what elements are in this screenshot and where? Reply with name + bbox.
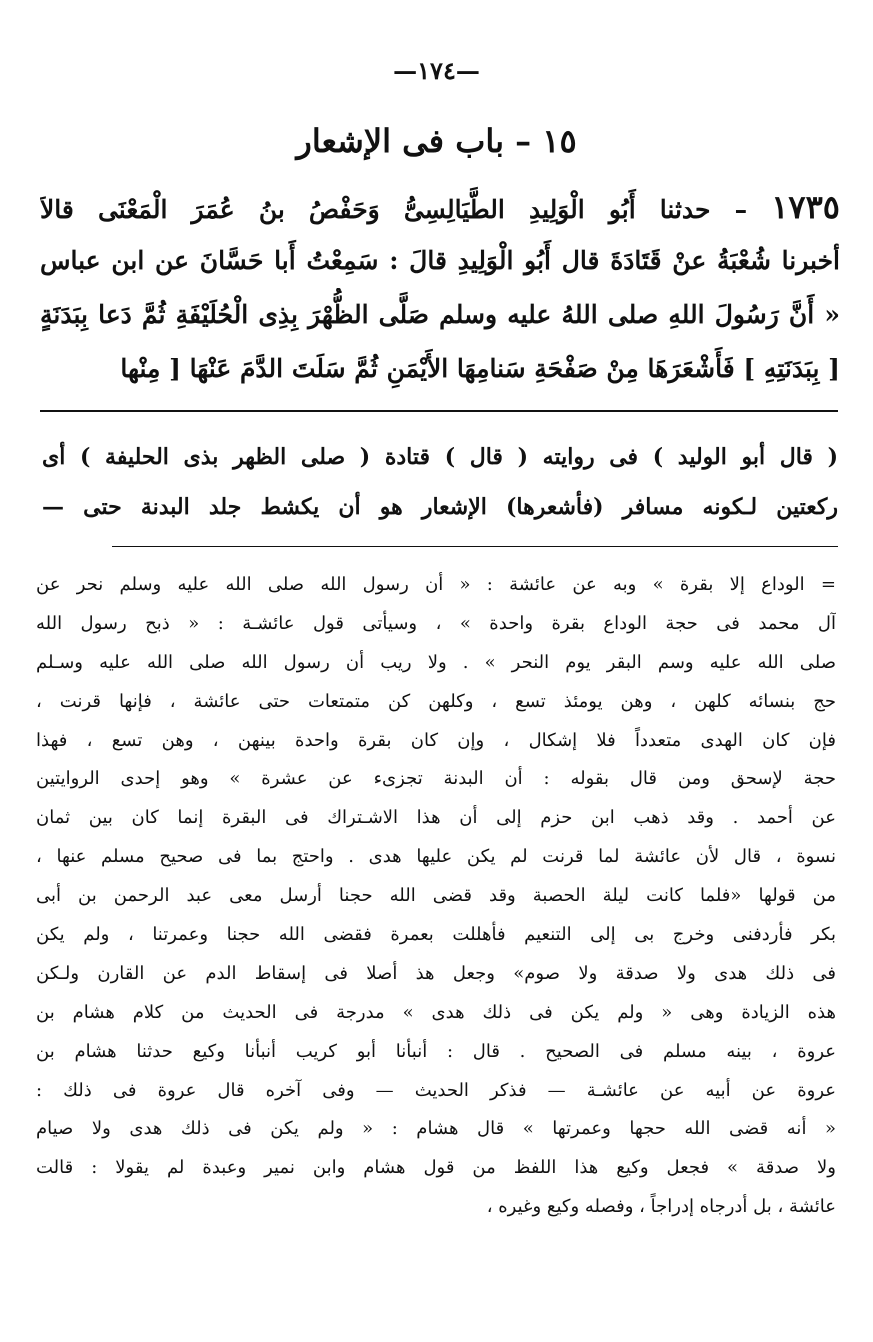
footnote-line: آل محمد فى حجة الوداع بقرة واحدة » ، وسيأتى قول عائشـة : « ذبح رسول الله [36, 612, 836, 634]
footnote-line: حج بنسائه كلهن ، وهن يومئذ تسع ، وكلهن كن متمتعات حتى عائشة ، فإنها قرنت ، [36, 690, 836, 712]
footnote-line: « أنه قضى الله حجها وعمرتها » قال هشام : « ولم يكن فى ذلك هدى ولا صيام [36, 1118, 836, 1140]
footnote [36, 566, 836, 1227]
hadith-number: ١٧٣٥ [771, 188, 840, 226]
footnote-line: عن أحمد . وقد ذهب ابن حزم إلى أن هذا الاشـتراك فى البقرة إنما كان بين ثمان [36, 807, 836, 829]
footnote-line: نسوة ، قال لأن عائشة لما قرنت لم يكن عليها هدى . واحتج بما فى صحيح مسلم عنها ، [36, 846, 836, 868]
hadith-line: [ بِبَدَنَتِهِ ] فَأَشْعَرَهَا مِنْ صَفْحَةِ سَنامِهَا الأَيْمَنِ ثُمَّ سَلَتَ الدَّمَ عَنْهَا [ مِنْها [120, 354, 840, 383]
divider [40, 410, 838, 412]
footnote-line: صلى الله عليه وسم البقر يوم النحر » . ولا ريب أن رسول الله صلى الله عليه وسـلم [36, 651, 836, 673]
footnote-line: بكر فأردفنى وخرج بى إلى التنعيم فأهللت بعمرة فقضى الله حجنا وعمرتنا ، ولم يكن [36, 924, 836, 946]
commentary-line: ركعتين لـكونه مسافر (فأشعرها) الإشعار هو أن يكشط جلد البدنة حتى — [42, 494, 838, 520]
footnote-line: عائشة ، بل أدرجاه إدراجاً ، وفصله وكيع وغيره ، [486, 1196, 836, 1218]
footnote-line: هذه الزيادة وهى « ولم يكن فى ذلك هدى » مدرجة فى الحديث من كلام هشام بن [36, 1001, 836, 1023]
footnote-line: ولا صدقة » فجعل وكيع هذا اللفظ من قول هشام وابن نمير وعبدة لم يقولا : قالت [36, 1157, 836, 1179]
footnote-line: فإن كان الهدى متعدداً فلا إشكال ، وإن كان بقرة واحدة بينهن ، وهن تسع ، فهذا [36, 729, 836, 751]
hadith-line [40, 180, 840, 234]
footnote-line: عروة ، بينه مسلم فى الصحيح . قال : أنبأنا أبو كريب أنبأنا وكيع حدثنا هشام بن [36, 1040, 836, 1062]
commentary-line: ( قال أبو الوليد ) فى روايته ( قال ) قتادة ( صلى الظهر بذى الحليفة ) أى [42, 444, 838, 470]
chapter-heading: ١٥ – باب فى الإشعار [296, 122, 577, 160]
commentary [42, 432, 838, 532]
hadith-line: أخبرنا شُعْبَةُ عنْ قَتَادَةَ قال أَبُو الْوَلِيدِ قالَ : سَمِعْتُ أَبا حَسَّانَ عن ابن عباس [40, 246, 840, 275]
hadith-text [40, 180, 840, 396]
footnote-line: من قولها «فلما كانت ليلة الحصبة وقد قضى الله حجنا أرسل معى عبد الرحمن بن أبى [36, 885, 836, 907]
footnote-line: = الوداع إلا بقرة » وبه عن عائشة : « أن رسول الله صلى الله عليه وسلم نحر عن [36, 574, 836, 595]
footnote-line: فى ذلك هدى ولا صدقة ولا صوم» وجعل هذ أصلا فى إسقاط الدم عن القارن ولـكن [36, 962, 836, 984]
page-number: —١٧٤— [393, 56, 480, 85]
footnote-line: حجة لإسحق ومن قال بقوله : أن البدنة تجزىء عن عشرة » وهو إحدى الروايتين [36, 768, 836, 790]
footnote-line: عروة عن أبيه عن عائشـة — فذكر الحديث — وفى آخره قال عروة فى ذلك : [36, 1079, 836, 1101]
hadith-line-text: – حدثنا أَبُو الْوَلِيدِ الطَّيَالِسِىُّ وَحَفْصُ بنُ عُمَرَ الْمَعْنَى قالاَ [40, 195, 748, 224]
footnote-divider [112, 546, 838, 547]
hadith-line: « أَنَّ رَسُولَ اللهِ صلى اللهُ عليه وسلم صَلَّى الظُّهْرَ بِذِى الْحُلَيْفَةِ ثُمَّ دَعا بِبَدَنَةٍ [40, 300, 840, 329]
